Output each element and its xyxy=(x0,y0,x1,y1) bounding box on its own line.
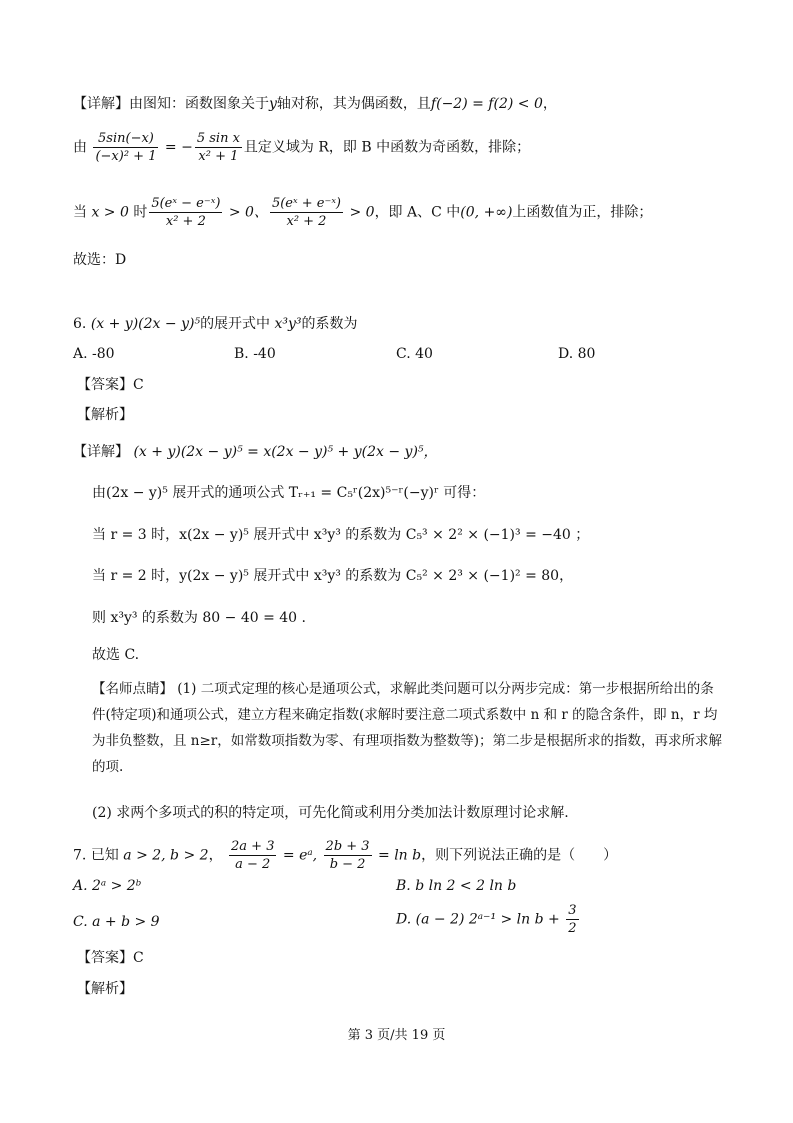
detail-text: 由 xyxy=(73,139,87,156)
question-text: 已知 xyxy=(90,847,119,864)
math-expr: = eᵃ, xyxy=(278,847,322,864)
tip-paragraph-1: 【名师点睛】 (1) 二项式定理的核心是通项公式，求解此类问题可以分两步完成：第一步根据所给出的条件(特定项)和通项公式，建立方程来确定指数(求解时要注意二项式系数中 n 和 r 的隐含条件，即 n，r 均为非负整数，且 n≥r，如常数项指数为零、有理项指数为整数等)；第二步是根据所求的指数，再求所求解的项. xyxy=(92,681,723,775)
fraction: $\frac{\text{5(eˣ − e⁻ˣ)}}{\text{x² + 2}}$ xyxy=(151,196,221,229)
punct: ， xyxy=(542,96,557,112)
var-y: y xyxy=(269,96,277,112)
choose-line: 故选：D xyxy=(73,252,127,268)
math-expr: = − xyxy=(160,139,193,156)
detail-text: 轴对称，其为偶函数，且 xyxy=(276,96,431,112)
math-expr: x³y³ xyxy=(274,316,302,332)
option-b: B. -40 xyxy=(234,346,276,362)
q7-option-d xyxy=(396,902,581,937)
detail-tag: 【详解】 xyxy=(73,96,129,112)
math-expr: f(−2) = f(2) < 0 xyxy=(430,96,543,112)
question-number: 7. xyxy=(73,847,87,864)
detail-6-line xyxy=(73,442,438,462)
question-7 xyxy=(73,838,617,873)
detail-6-l1: 由(2x − y)⁵ 展开式的通项公式 Tᵣ₊₁ = C₅ʳ(2x)⁵⁻ʳ(−y)ʳ 可得： xyxy=(92,485,486,501)
math-expr: a > 2, b > 2 xyxy=(123,847,209,864)
math-expr: (x + y)(2x − y)⁵ = x(2x − y)⁵ + y(2x − y)⁵， xyxy=(133,444,438,460)
option-text: D. (a − 2) 2ᵃ⁻¹ > ln b + xyxy=(396,911,560,928)
math-expr: = ln b xyxy=(373,847,422,864)
detail-text: 且定义域为 R，即 B 中函数为奇函数，排除； xyxy=(243,139,531,156)
question-6 xyxy=(73,314,358,334)
fraction: $\frac{3}{2}$ xyxy=(568,903,577,936)
detail-line-1 xyxy=(73,94,557,114)
detail-tag: 【详解】 xyxy=(73,444,129,460)
math-expr: (x + y)(2x − y)⁵ xyxy=(90,316,201,332)
q7-option-b: B. b ln 2 < 2 ln b xyxy=(396,878,517,894)
math-expr: x > 0 xyxy=(91,204,129,221)
detail-6-l3: 当 r = 2 时，y(2x − y)⁵ 展开式中 x³y³ 的系数为 C₅² × 2³ × (−1)² = 80， xyxy=(92,568,574,584)
fraction: $\frac{2b + 3}{b - 2}$ xyxy=(325,839,370,872)
q7-answer-label: 【答案】C xyxy=(77,950,144,966)
detail-6-l5: 故选 C. xyxy=(92,647,140,663)
detail-text: 当 xyxy=(73,204,87,221)
question-text: 的系数为 xyxy=(301,316,358,332)
punct: ， xyxy=(208,847,223,864)
q7-option-c: C. a + b > 9 xyxy=(73,914,160,930)
question-number: 6. xyxy=(73,316,87,332)
detail-text: 上函数值为正，排除； xyxy=(512,204,653,221)
detail-6-l4: 则 x³y³ 的系数为 80 − 40 = 40 . xyxy=(92,610,306,626)
answer-label: 【答案】C xyxy=(77,377,144,393)
tip-paragraph-2: (2) 求两个多项式的积的特定项，可先化简或利用分类加法计数原理讨论求解. xyxy=(92,805,569,821)
question-text: 的展开式中 xyxy=(200,316,271,332)
option-c: C. 40 xyxy=(396,346,433,362)
question-text: ，则下列说法正确的是（ ） xyxy=(421,847,618,864)
detail-line-2 xyxy=(73,130,530,165)
detail-6-l2: 当 r = 3 时，x(2x − y)⁵ 展开式中 x³y³ 的系数为 C₅³ × 2² × (−1)³ = −40 ； xyxy=(92,527,590,543)
analysis-label: 【解析】 xyxy=(77,407,133,423)
page-footer: 第 3 页/共 19 页 xyxy=(347,1028,446,1043)
fraction: $\frac{5\sin(-x)}{\text{(−x)² + 1}}$ xyxy=(95,131,157,164)
q7-option-a: A. 2ᵃ > 2ᵇ xyxy=(73,878,142,894)
fraction: $\frac{2a + 3}{a - 2}$ xyxy=(231,839,275,872)
math-expr: > 0、 xyxy=(224,204,268,221)
detail-line-3 xyxy=(73,195,652,230)
q7-analysis-label: 【解析】 xyxy=(77,981,133,997)
math-expr: (0, +∞) xyxy=(460,204,513,221)
option-a: A. -80 xyxy=(73,346,115,362)
fraction: $\frac{\text{5 sin x}}{\text{x² + 1}}$ xyxy=(196,131,240,164)
detail-text: 由图知：函数图象关于 xyxy=(129,96,269,112)
option-d: D. 80 xyxy=(558,346,596,362)
detail-text: 时 xyxy=(133,204,148,221)
fraction: $\frac{\text{5(eˣ + e⁻ˣ)}}{\text{x² + 2}}$ xyxy=(271,196,342,229)
detail-text: ，即 A、C 中 xyxy=(374,204,461,221)
math-expr: > 0 xyxy=(345,204,375,221)
